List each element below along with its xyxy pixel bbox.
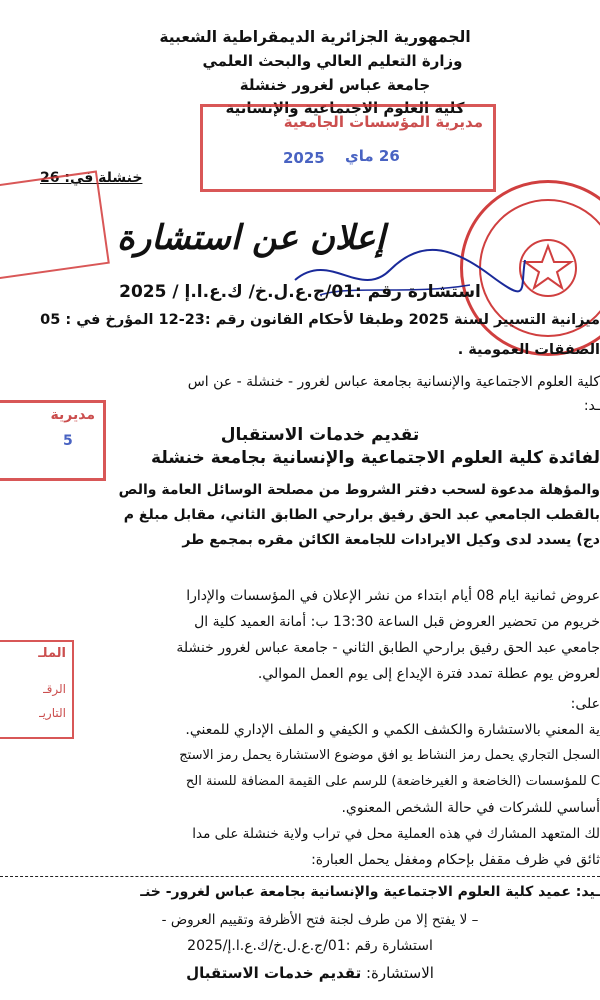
body-line-2: بالقطب الجامعي عبد الحق رفيق برارحي الطابق الثاني، مقابل مبلغ م bbox=[123, 507, 600, 523]
body-line-5: خريوم من تحضير العروض قبل الساعة 13:30 ب: أمانة العميد كلية ال bbox=[194, 614, 600, 630]
left-stamp-middle-label: مديرية bbox=[50, 407, 95, 423]
left-stamp-top bbox=[0, 170, 110, 283]
header-ministry: وزارة التعليم العالي والبحث العلمي bbox=[202, 52, 463, 70]
left-stamp-middle: مديرية 5 bbox=[0, 400, 106, 481]
left-stamp-bottom-sub: الرقـ bbox=[43, 682, 66, 696]
body-line-12: أساسي للشركات في حالة الشخص المعنوي. bbox=[341, 800, 600, 816]
stamp-date-year: 2025 bbox=[283, 149, 325, 167]
left-stamp-bottom bbox=[0, 640, 74, 739]
paragraph-1-line-1: ميزانية التسيير لسنة 2025 وطبقا لأحكام القانون رقم :23-12 المؤرخ في : 05 bbox=[40, 312, 600, 328]
paragraph-2-line-2: ـد: bbox=[583, 398, 600, 414]
body-line-4: عروض ثمانية ايام 08 أيام ابتداء من نشر الإعلان في المؤسسات والإدارا bbox=[186, 588, 600, 604]
place-date: خنشلة في: 26 bbox=[40, 170, 143, 186]
body-line-13: لك المتعهد المشارك في هذه العملية محل في تراب ولاية خنشلة على مدا bbox=[192, 826, 600, 842]
subject-line-1: تقديم خدمات الاستقبال bbox=[220, 425, 420, 445]
body-line-3: دج) يسدد لدى وكيل الايرادات للجامعة الكائن مقره بمجمع طر bbox=[182, 532, 600, 548]
header-university: جامعة عباس لغرور خنشلة bbox=[239, 76, 431, 94]
subject-line-2: لفائدة كلية العلوم الاجتماعية والإنسانية بجامعة خنشلة bbox=[151, 448, 600, 468]
header-faculty: كلية العلوم الاجتماعية والإنسانية bbox=[225, 99, 465, 117]
document-title: إعلان عن استشارة bbox=[117, 218, 385, 258]
envelope-subject bbox=[140, 964, 480, 982]
body-line-11: C للمؤسسات (الخاضعة و الغيرخاضعة) للرسم على القيمة المضافة للسنة الح bbox=[185, 774, 600, 789]
envelope-subject-value: تقديم خدمات الاستقبال bbox=[186, 964, 362, 982]
body-line-10: السجل التجاري يحمل رمز النشاط يو افق موضوع الاستشارة يحمل رمز الاستج bbox=[179, 748, 600, 763]
body-line-8: على: bbox=[570, 696, 600, 712]
paragraph-1-line-2: الصفقات العمومية . bbox=[457, 342, 600, 358]
envelope-subject-label: الاستشارة: bbox=[366, 964, 434, 982]
registry-stamp-text: مديرية المؤسسات الجامعية bbox=[283, 113, 483, 131]
body-line-7: لعروض يوم عطلة تمدد فترة الإيداع إلى يوم العمل الموالي. bbox=[257, 666, 600, 682]
paragraph-2-line-1: كلية العلوم الاجتماعية والإنسانية بجامعة عباس لغرور - خنشلة - عن اس bbox=[187, 374, 600, 390]
envelope-note: – لا يفتح إلا من طرف لجنة فتح الأظرفة وتقييم العروض - bbox=[161, 912, 479, 928]
left-stamp-bottom-date: التاريـ bbox=[39, 706, 66, 720]
registry-stamp bbox=[200, 104, 496, 192]
consultation-number: استشارة رقم :01/ج.ع.ل.خ/ ك.ع.ا.إ / 2025 bbox=[119, 282, 481, 302]
stamp-date-daymonth: 26 ماي bbox=[345, 147, 400, 165]
header-republic: الجمهورية الجزائرية الديمقراطية الشعبية bbox=[159, 28, 471, 46]
body-line-9: ية المعني بالاستشارة والكشف الكمي و الكيفي و الملف الإداري للمعني. bbox=[185, 722, 600, 738]
left-stamp-bottom-label: الملـ bbox=[38, 646, 66, 661]
body-line-14: ثائق في ظرف مقفل بإحكام ومغفل يحمل العبارة: bbox=[311, 852, 600, 868]
envelope-recipient: ـيد: عميد كلية العلوم الاجتماعية والإنسانية بجامعة عباس لغرور- خنـ bbox=[140, 884, 600, 900]
envelope-separator bbox=[0, 876, 600, 877]
body-line-6: جامعي عبد الحق رفيق برارحي الطابق الثاني - جامعة عباس لغرور خنشلة bbox=[176, 640, 600, 656]
envelope-number: استشارة رقم :01/ج.ع.ل.خ/ك.ع.ا.إ/2025 bbox=[187, 938, 433, 954]
body-line-1: والمؤهلة مدعوة لسحب دفتر الشروط من مصلحة الوسائل العامة والص bbox=[118, 482, 600, 498]
